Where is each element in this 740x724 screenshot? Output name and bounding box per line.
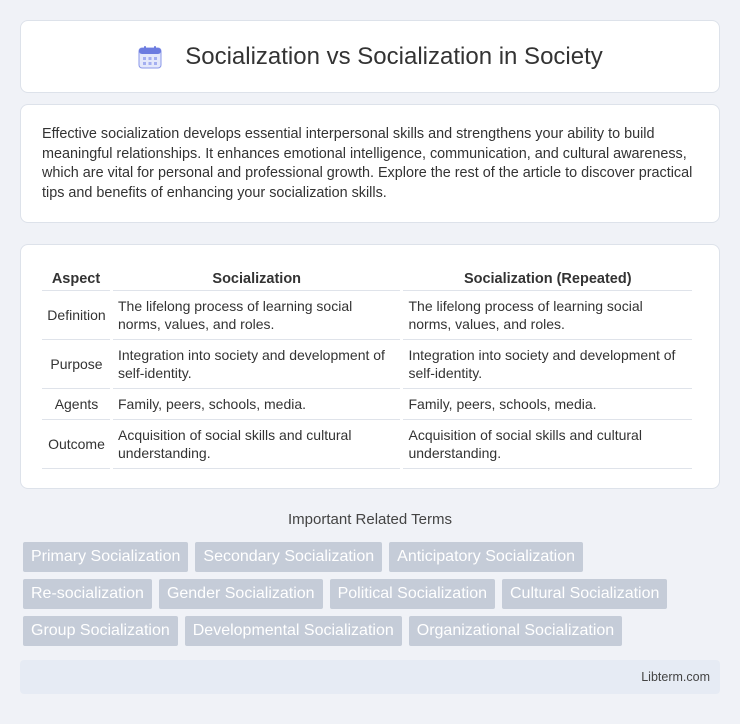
header-card — [20, 20, 720, 93]
tag-political-socialization[interactable]: Political Socialization — [330, 579, 495, 609]
table-cell: Family, peers, schools, media. — [113, 389, 401, 420]
table-cell: Acquisition of social skills and cultural understanding. — [403, 420, 692, 469]
column-header-socialization: Socialization — [113, 265, 401, 291]
tag-anticipatory-socialization[interactable]: Anticipatory Socialization — [389, 542, 583, 572]
page-title: Socialization vs Socialization in Society — [185, 42, 603, 70]
table-cell: Family, peers, schools, media. — [403, 389, 692, 420]
related-terms-tags — [23, 542, 723, 653]
column-header-socialization-repeated: Socialization (Repeated) — [403, 265, 692, 291]
table-header-row — [42, 265, 692, 291]
tag-row — [23, 542, 723, 572]
table-cell: The lifelong process of learning social norms, values, and roles. — [403, 291, 692, 340]
table-cell: Integration into society and development of self-identity. — [403, 340, 692, 389]
table-cell-aspect: Outcome — [42, 420, 110, 469]
calendar-icon — [137, 44, 163, 70]
tag-cultural-socialization[interactable]: Cultural Socialization — [502, 579, 667, 609]
table-cell-aspect: Purpose — [42, 340, 110, 389]
table-cell: Integration into society and development of self-identity. — [113, 340, 401, 389]
comparison-table — [39, 265, 695, 469]
tag-row — [23, 579, 723, 609]
tag-row — [23, 616, 723, 646]
table-cell: The lifelong process of learning social norms, values, and roles. — [113, 291, 401, 340]
footer — [20, 660, 720, 694]
tag-primary-socialization[interactable]: Primary Socialization — [23, 542, 188, 572]
tag-re-socialization[interactable]: Re-socialization — [23, 579, 152, 609]
tag-developmental-socialization[interactable]: Developmental Socialization — [185, 616, 402, 646]
footer-site-link[interactable]: Libterm.com — [641, 670, 710, 684]
column-header-aspect: Aspect — [42, 265, 110, 291]
table-row — [42, 420, 692, 469]
table-row — [42, 291, 692, 340]
table-cell-aspect: Definition — [42, 291, 110, 340]
tag-gender-socialization[interactable]: Gender Socialization — [159, 579, 323, 609]
intro-card — [20, 104, 720, 223]
comparison-table-card — [20, 244, 720, 489]
table-row — [42, 389, 692, 420]
table-cell: Acquisition of social skills and cultural understanding. — [113, 420, 401, 469]
intro-text: Effective socialization develops essential interpersonal skills and strengthens your ability to build meaningful relationships. It enhances emotional intelligence, communication, and cultural awareness, which are vital for personal and professional growth. Explore the rest of the article to discover practical tips and benefits of enhancing your socialization skills. — [42, 126, 693, 201]
tag-secondary-socialization[interactable]: Secondary Socialization — [195, 542, 382, 572]
tag-organizational-socialization[interactable]: Organizational Socialization — [409, 616, 622, 646]
table-cell-aspect: Agents — [42, 389, 110, 420]
related-terms-title: Important Related Terms — [288, 511, 452, 528]
tag-group-socialization[interactable]: Group Socialization — [23, 616, 178, 646]
table-row — [42, 340, 692, 389]
